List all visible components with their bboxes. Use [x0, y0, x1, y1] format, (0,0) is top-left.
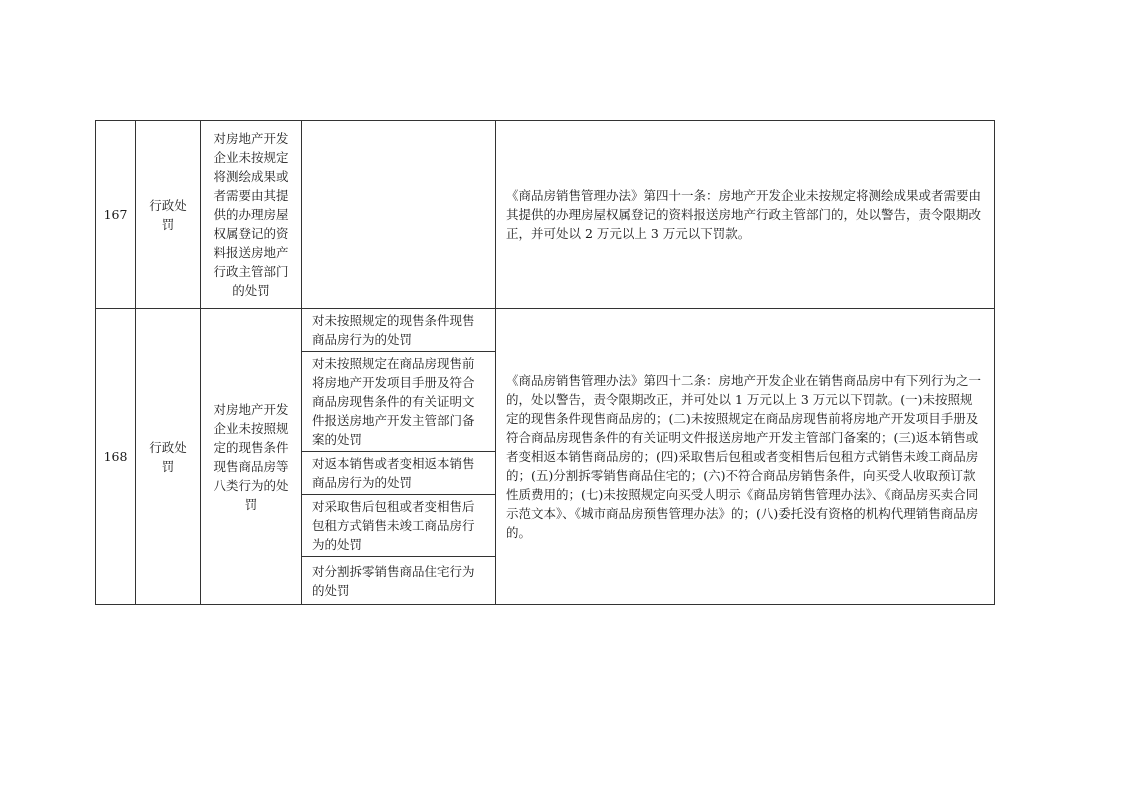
row-number: 167 [96, 121, 136, 309]
row-sub-item: 对未按照规定在商品房现售前将房地产开发项目手册及符合商品房现售条件的有关证明文件报送房地产开发主管部门备案的处罚 [302, 352, 496, 452]
row-sub-item-empty [302, 121, 496, 309]
row-sub-item: 对未按照规定的现售条件现售商品房行为的处罚 [302, 309, 496, 352]
row-legal-basis: 《商品房销售管理办法》第四十一条：房地产开发企业未按规定将测绘成果或者需要由其提供的办理房屋权属登记的资料报送房地产行政主管部门的，处以警告，责令限期改正，并可处以 2 万元以上 3 万元以下罚款。 [496, 121, 995, 309]
row-item: 对房地产开发企业未按规定将测绘成果或者需要由其提供的办理房屋权属登记的资料报送房地产行政主管部门的处罚 [201, 121, 302, 309]
row-sub-item: 对分割拆零销售商品住宅行为的处罚 [302, 557, 496, 605]
row-sub-item: 对返本销售或者变相返本销售商品房行为的处罚 [302, 452, 496, 495]
row-legal-basis: 《商品房销售管理办法》第四十二条：房地产开发企业在销售商品房中有下列行为之一的，处以警告，责令限期改正，并可处以 1 万元以上 3 万元以下罚款。(一)未按照规定的现售条件现售商品房的；(二)未按照规定在商品房现售前将房地产开发项目手册及符合商品房现售条件的有关证明文件报送房地产开发主管部门备案的；(三)返本销售或者变相返本销售商品房的；(四)采取售后包租或者变相售后包租方式销售未竣工商品房的；(五)分割拆零销售商品住宅的；(六)不符合商品房销售条件，向买受人收取预订款性质费用的；(七)未按照规定向买受人明示《商品房销售管理办法》、《商品房买卖合同示范文本》、《城市商品房预售管理办法》的；(八)委托没有资格的机构代理销售商品房的。 [496, 309, 995, 605]
penalty-table [95, 120, 995, 605]
row-category: 行政处罚 [136, 309, 201, 605]
row-category: 行政处罚 [136, 121, 201, 309]
table-row-167 [96, 121, 995, 309]
row-item: 对房地产开发企业未按照规定的现售条件现售商品房等八类行为的处罚 [201, 309, 302, 605]
row-number: 168 [96, 309, 136, 605]
table-row-168 [96, 309, 995, 352]
row-sub-item: 对采取售后包租或者变相售后包租方式销售未竣工商品房行为的处罚 [302, 495, 496, 557]
